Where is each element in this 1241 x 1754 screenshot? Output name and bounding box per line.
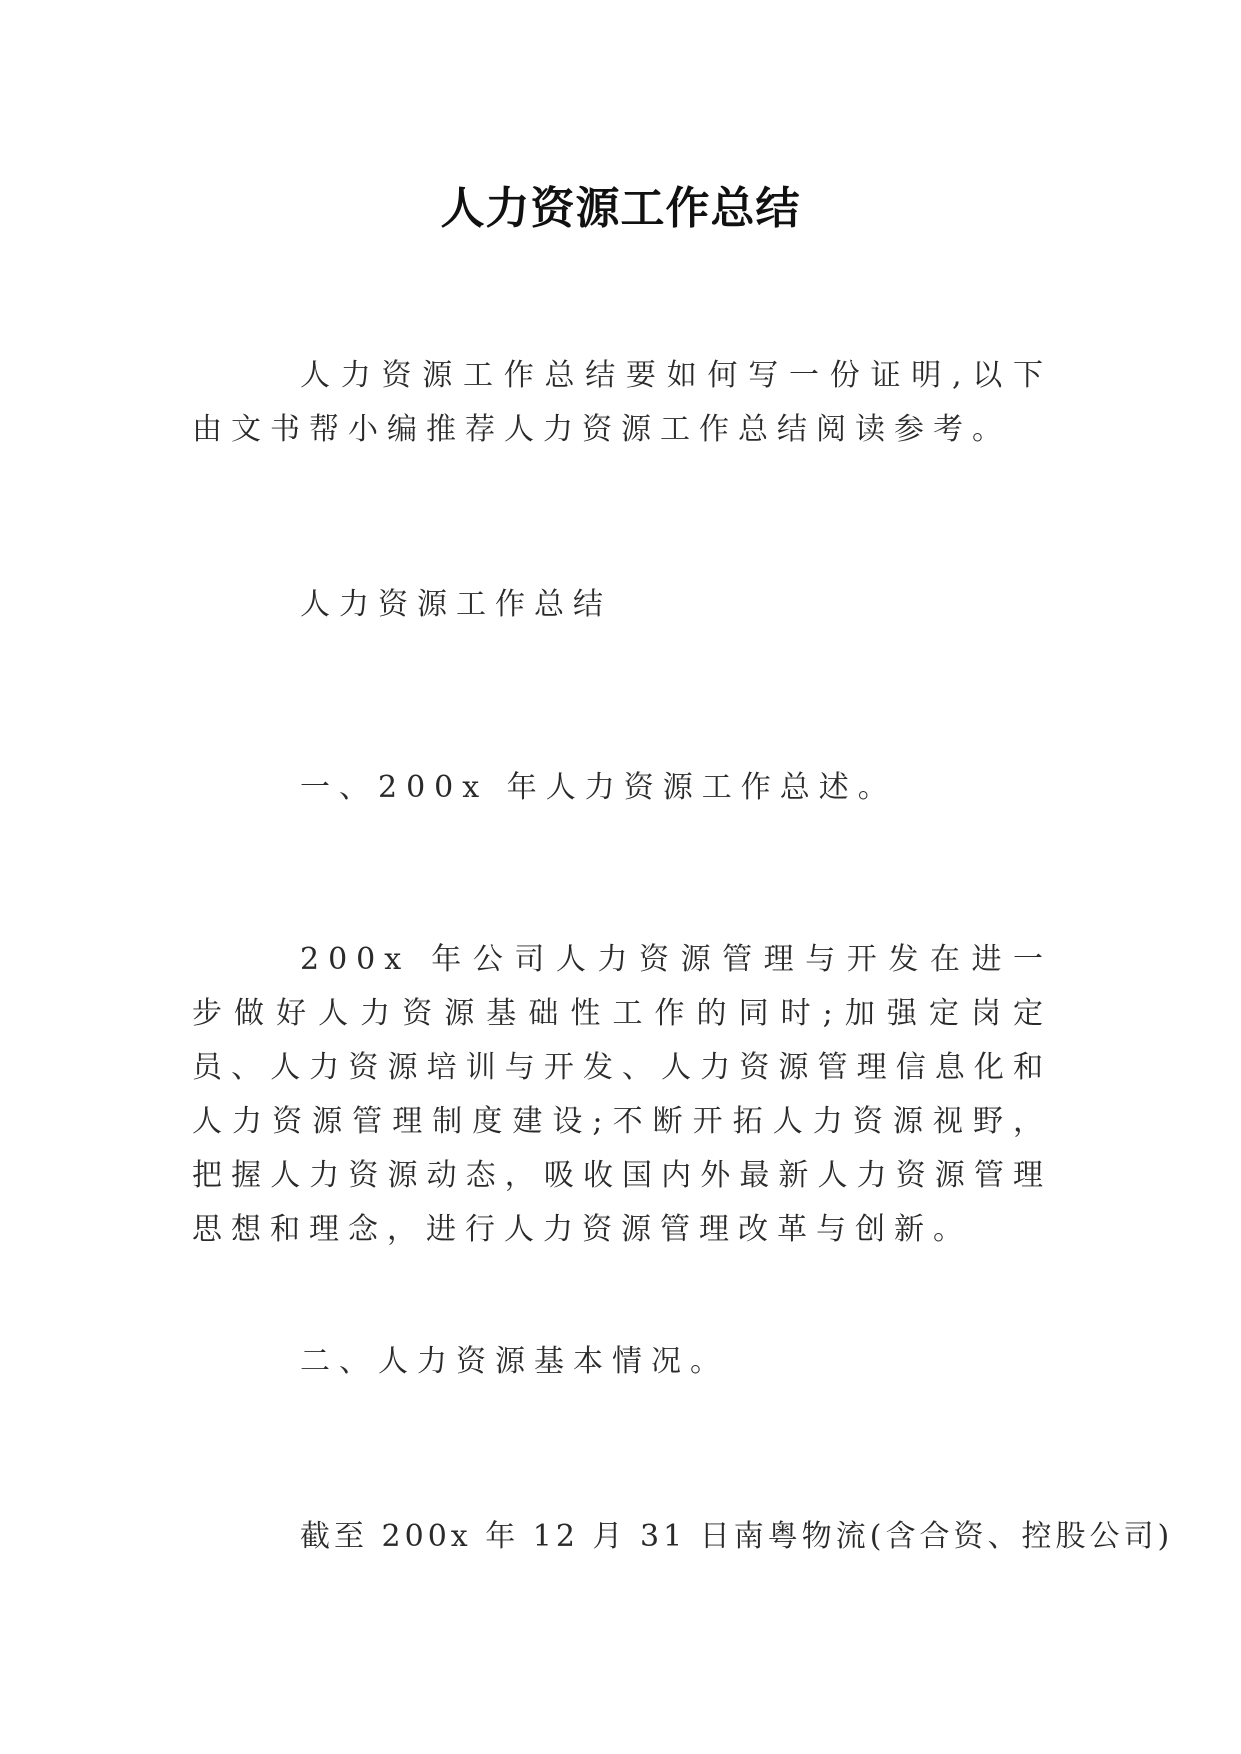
intro-paragraph: 人力资源工作总结要如何写一份证明,以下由文书帮小编推荐人力资源工作总结阅读参考。	[192, 358, 1052, 447]
section-two-body: 截至 200x 年 12 月 31 日南粤物流(含合资、控股公司)	[300, 1519, 1174, 1554]
section-heading: 人力资源工作总结	[300, 587, 612, 622]
section-one-body: 200x 年公司人力资源管理与开发在进一步做好人力资源基础性工作的同时;加强定岗定员、人力资源培训与开发、人力资源管理信息化和人力资源管理制度建设;不断开拓人力资源视野，把握人力资源动态，吸收国内外最新人力资源管理思想和理念，进行人力资源管理改革与创新。	[192, 942, 1052, 1247]
section-two-heading: 二、人力资源基本情况。	[300, 1344, 729, 1379]
document-title: 人力资源工作总结	[440, 183, 801, 235]
section-one-heading: 一、200x 年人力资源工作总述。	[300, 770, 897, 805]
